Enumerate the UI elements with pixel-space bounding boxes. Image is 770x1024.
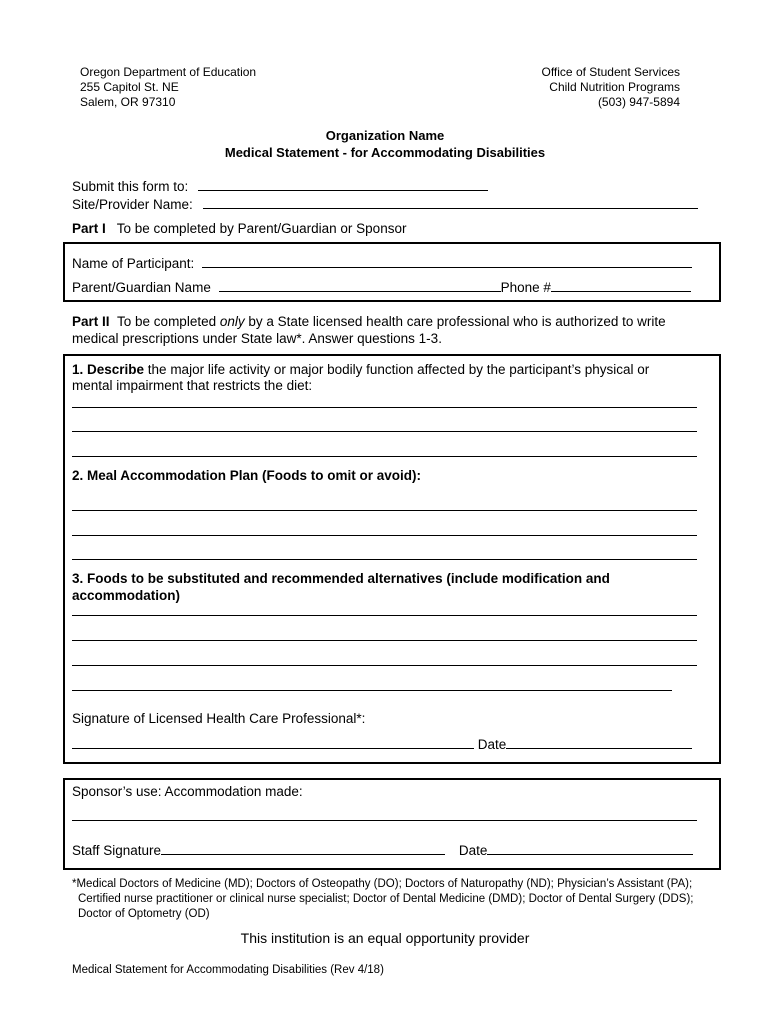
header-right-line: (503) 947-5894 bbox=[597, 95, 680, 109]
footnote-line: Doctor of Optometry (OD) bbox=[78, 908, 210, 920]
staff-row bbox=[72, 841, 712, 859]
q1-answer-line[interactable] bbox=[72, 456, 697, 457]
guardian-label: Parent/Guardian Name bbox=[72, 280, 211, 295]
q2-answer-line[interactable] bbox=[72, 535, 697, 536]
q2-answer-line[interactable] bbox=[72, 559, 697, 560]
staff-date-field[interactable] bbox=[487, 841, 693, 855]
q1-answer-line[interactable] bbox=[72, 407, 697, 408]
part2-only: only bbox=[219, 314, 245, 329]
organization-name: Organization Name bbox=[325, 128, 445, 143]
part2-label: Part II bbox=[72, 314, 110, 329]
q3-line1: 3. Foods to be substituted and recommended alternatives (include modification and bbox=[72, 571, 610, 586]
q2-label: 2. Meal Accommodation Plan (Foods to omit or avoid): bbox=[72, 468, 422, 483]
q1-line2: mental impairment that restricts the diet: bbox=[72, 378, 313, 393]
part1-text: To be completed by Parent/Guardian or Sponsor bbox=[116, 221, 407, 236]
site-provider-row bbox=[72, 195, 698, 213]
q3-answer-line[interactable] bbox=[72, 615, 697, 616]
site-provider-field[interactable] bbox=[203, 195, 698, 209]
header-right-line: Child Nutrition Programs bbox=[549, 80, 680, 94]
header-address-right bbox=[541, 65, 680, 110]
form-name: Medical Statement - for Accommodating Disabilities bbox=[224, 145, 546, 160]
header-left-line: Oregon Department of Education bbox=[80, 65, 257, 79]
phone-label: Phone # bbox=[500, 280, 551, 295]
footnote-line: Certified nurse practitioner or clinical nurse specialist; Doctor of Dental Medicine (DMD); Doctor of Dental Surgery (DDS); bbox=[78, 893, 694, 905]
q1-text: the major life activity or major bodily function affected by the participant’s physical or bbox=[144, 362, 650, 377]
sponsor-accommodation-line[interactable] bbox=[72, 820, 697, 821]
part1-heading bbox=[72, 220, 698, 237]
equal-opportunity-statement: This institution is an equal opportunity provider bbox=[240, 930, 530, 946]
footnote-line: *Medical Doctors of Medicine (MD); Doctors of Osteopathy (DO); Doctors of Naturopathy (ND); Physician’s Assistant (PA); bbox=[72, 878, 693, 890]
staff-signature-label: Staff Signature bbox=[72, 843, 162, 858]
signature-date-label: Date bbox=[477, 737, 507, 752]
q3-line2: accommodation) bbox=[72, 588, 181, 603]
form-footer: Medical Statement for Accommodating Disabilities (Rev 4/18) bbox=[72, 964, 384, 976]
staff-signature-field[interactable] bbox=[161, 841, 445, 855]
phone-field[interactable] bbox=[551, 278, 691, 292]
submit-to-field[interactable] bbox=[198, 177, 488, 191]
signature-field[interactable] bbox=[72, 735, 474, 749]
form-title bbox=[0, 127, 770, 161]
header-address-left bbox=[80, 65, 256, 110]
header-right-line: Office of Student Services bbox=[541, 65, 680, 79]
part2-heading bbox=[72, 313, 698, 330]
header-left-line: Salem, OR 97310 bbox=[80, 95, 176, 109]
staff-date-label: Date bbox=[458, 843, 488, 858]
submit-to-row bbox=[72, 177, 698, 195]
participant-field[interactable] bbox=[202, 254, 692, 268]
q1-answer-line[interactable] bbox=[72, 431, 697, 432]
part2-text-before: To be completed bbox=[117, 314, 220, 329]
part2-text-after: by a State licensed health care professional who is authorized to write bbox=[244, 314, 666, 329]
participant-row bbox=[72, 254, 698, 272]
q1-line1 bbox=[72, 361, 698, 378]
q1-bold: 1. Describe bbox=[72, 362, 145, 377]
part2-line2: medical prescriptions under State law*. Answer questions 1-3. bbox=[72, 331, 442, 346]
part1-label: Part I bbox=[72, 221, 106, 236]
q3-answer-line[interactable] bbox=[72, 665, 697, 666]
participant-label: Name of Participant: bbox=[72, 256, 195, 271]
signature-date-field[interactable] bbox=[506, 735, 692, 749]
header-left-line: 255 Capitol St. NE bbox=[80, 80, 179, 94]
signature-label: Signature of Licensed Health Care Professional*: bbox=[72, 711, 366, 726]
site-provider-label: Site/Provider Name: bbox=[72, 197, 193, 212]
q3-answer-line[interactable] bbox=[72, 640, 697, 641]
sponsor-label: Sponsor’s use: Accommodation made: bbox=[72, 784, 303, 799]
guardian-field[interactable] bbox=[219, 278, 501, 292]
signature-row bbox=[72, 735, 698, 753]
footnote bbox=[72, 877, 712, 922]
q3-answer-line[interactable] bbox=[72, 690, 672, 691]
submit-to-label: Submit this form to: bbox=[72, 179, 189, 194]
q2-answer-line[interactable] bbox=[72, 510, 697, 511]
guardian-row bbox=[72, 278, 698, 296]
